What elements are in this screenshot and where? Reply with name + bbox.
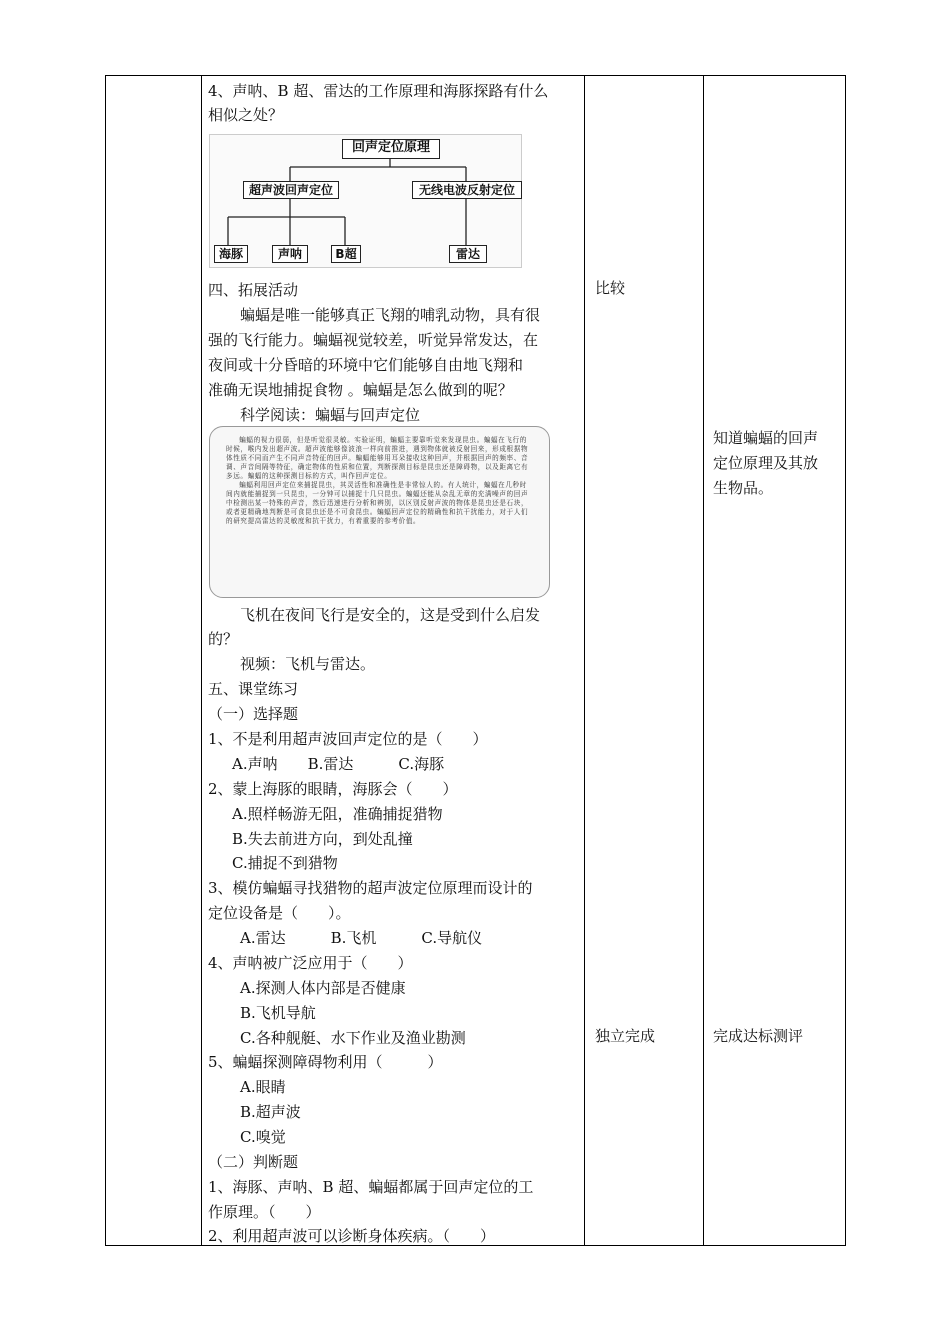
mc-question-2-option-c: C.捕捉不到猎物 <box>232 854 338 872</box>
goal-1-line3: 生物品。 <box>713 479 774 497</box>
mc-question-2: 2、蒙上海豚的眼睛，海豚会（ ） <box>208 780 458 798</box>
mc-question-3-line1: 3、模仿蝙蝠寻找猎物的超声波定位原理而设计的 <box>208 879 533 897</box>
mc-question-3-line2: 定位设备是（ ）。 <box>208 904 351 922</box>
reading-title: 科学阅读：蝙蝠与回声定位 <box>240 406 421 424</box>
mc-question-4: 4、声呐被广泛应用于（ ） <box>208 954 413 972</box>
echolocation-diagram <box>209 134 522 268</box>
section-4-title: 四、拓展活动 <box>208 281 299 299</box>
video-note: 视频：飞机与雷达。 <box>240 655 376 673</box>
column-divider-2 <box>584 76 585 1245</box>
multiple-choice-title: （一）选择题 <box>208 705 299 723</box>
mc-question-4-option-b: B.飞机导航 <box>240 1004 316 1022</box>
column-divider-1 <box>201 76 202 1245</box>
mc-question-5-option-c: C.嗅觉 <box>240 1128 286 1146</box>
bat-paragraph-line4: 准确无误地捕捉食物 。蝙蝠是怎么做到的呢？ <box>208 381 513 399</box>
reading-paragraph-1: 蝙蝠的视力很弱，但是听觉很灵敏。实验证明，蝙蝠主要靠听觉来发现昆虫。蝙蝠在飞行的时候，喉内发出超声波。超声波能够像波浪一样向前推进，遇到物体就被反射回来，形成根据物体性质不同而产生不同声音特征的回声。蝙蝠能够用耳朵接收这种回声，并根据回声的频率、音调、声音间隔等特征，确定物体的性质和位置，判断探测目标是昆虫还是障碍物，以及距离它有多远。蝙蝠的这种探测目标的方式，叫作回声定位。 <box>226 436 529 480</box>
mc-question-5: 5、蝙蝠探测障碍物利用（ ） <box>208 1053 443 1071</box>
reading-passage-image <box>209 426 550 598</box>
true-false-title: （二）判断题 <box>208 1153 299 1171</box>
plane-question-line1: 飞机在夜间飞行是安全的，这是受到什么启发 <box>240 606 541 624</box>
mc-question-4-option-a: A.探测人体内部是否健康 <box>240 979 406 997</box>
mc-question-5-option-a: A.眼睛 <box>240 1078 286 1096</box>
diagram-ultrasonic: 超声波回声定位 <box>243 181 339 199</box>
question-4-line1: 4、声呐、B 超、雷达的工作原理和海豚探路有什么 <box>208 82 549 100</box>
goal-2: 完成达标测评 <box>713 1027 804 1045</box>
mc-question-4-option-c: C.各种舰艇、水下作业及渔业勘测 <box>240 1029 466 1047</box>
goal-1-line1: 知道蝙蝠的回声 <box>713 429 819 447</box>
diagram-root: 回声定位原理 <box>342 139 440 159</box>
method-independent: 独立完成 <box>595 1027 656 1045</box>
tf-question-1-line1: 1、海豚、声呐、B 超、蝙蝠都属于回声定位的工 <box>208 1178 534 1196</box>
bat-paragraph-line2: 强的飞行能力。蝙蝠视觉较差，听觉异常发达，在 <box>208 331 539 349</box>
mc-question-3-options: A.雷达 B.飞机 C.导航仪 <box>240 929 483 947</box>
diagram-sonar: 声呐 <box>272 245 308 263</box>
diagram-dolphin: 海豚 <box>214 245 248 263</box>
mc-question-1-options: A.声呐 B.雷达 C.海豚 <box>232 755 445 773</box>
bat-paragraph-line1: 蝙蝠是唯一能够真正飞翔的哺乳动物，具有很 <box>240 306 541 324</box>
bat-paragraph-line3: 夜间或十分昏暗的环境中它们能够自由地飞翔和 <box>208 356 524 374</box>
diagram-radar: 雷达 <box>449 245 487 263</box>
goal-1-line2: 定位原理及其放 <box>713 454 819 472</box>
method-compare: 比较 <box>595 279 626 297</box>
diagram-radio-wave: 无线电波反射定位 <box>412 181 522 199</box>
lesson-table <box>105 75 846 1246</box>
mc-question-1: 1、不是利用超声波回声定位的是（ ） <box>208 730 488 748</box>
section-5-title: 五、课堂练习 <box>208 680 299 698</box>
tf-question-1-line2: 作原理。（ ） <box>208 1203 321 1221</box>
mc-question-2-option-b: B.失去前进方向，到处乱撞 <box>232 830 413 848</box>
question-4-line2: 相似之处？ <box>208 106 284 124</box>
plane-question-line2: 的？ <box>208 630 239 648</box>
diagram-b-ultrasound: B超 <box>331 245 361 263</box>
mc-question-2-option-a: A.照样畅游无阻，准确捕捉猎物 <box>232 805 443 823</box>
tf-question-2: 2、利用超声波可以诊断身体疾病。（ ） <box>208 1227 496 1245</box>
mc-question-5-option-b: B.超声波 <box>240 1103 301 1121</box>
reading-paragraph-2: 蝙蝠利用回声定位来捕捉昆虫，其灵活性和准确性是非常惊人的。有人统计，蝙蝠在几秒时间内就能捕捉到一只昆虫，一分钟可以捕捉十几只昆虫。蝙蝠还能从杂乱无章的充满噪声的回声中检测出某一特殊的声音，然后迅速进行分析和辨别，以区别反射声波的物体是昆虫还是石块，或者更精确地判断是可食昆虫还是不可食昆虫。蝙蝠回声定位的精确性和抗干扰能力，对于人们的研究提高雷达的灵敏度和抗干扰力，有着重要的参考价值。 <box>226 481 529 525</box>
column-divider-3 <box>703 76 704 1245</box>
